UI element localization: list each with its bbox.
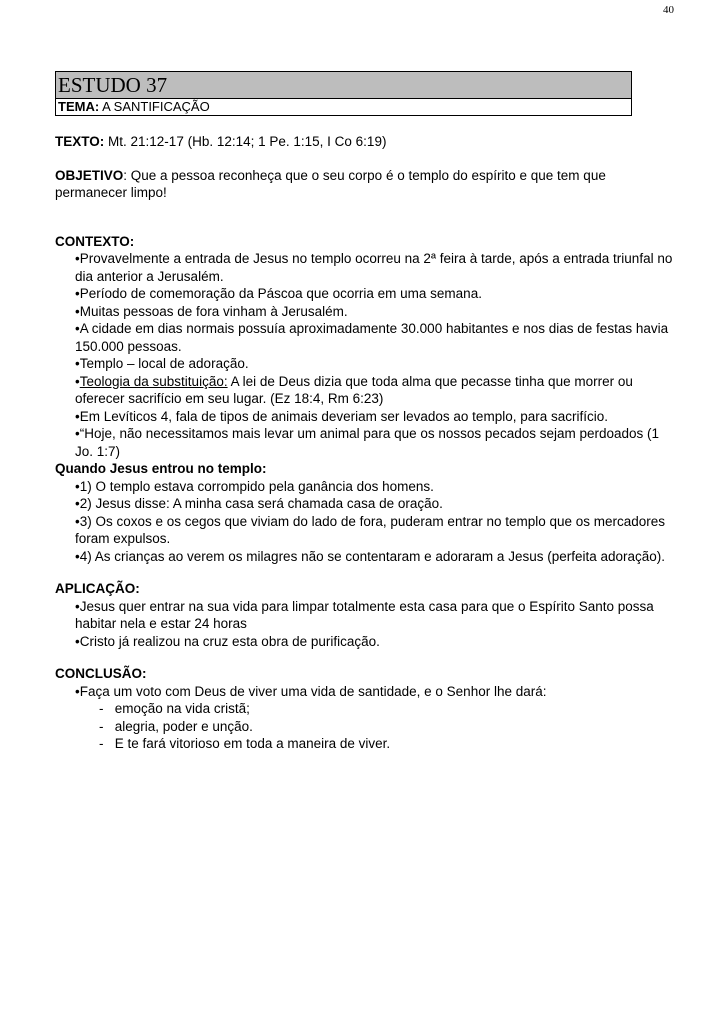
bullet-icon: •	[75, 426, 80, 441]
bullet-icon: •	[75, 548, 80, 564]
quando-heading: Quando Jesus entrou no templo:	[55, 461, 267, 476]
dash-icon: -	[99, 718, 104, 734]
bullet-icon: •	[75, 633, 80, 649]
list-item: •1) O templo estava corrompido pela ganância dos homens.	[75, 478, 434, 494]
bullet-icon: •	[75, 286, 80, 301]
list-item: •3) Os coxos e os cegos que viviam do lado de fora, puderam entrar no templo que os mercadores foram expulsos.	[75, 513, 666, 546]
bullet-icon: •	[75, 303, 80, 319]
bullet-icon: •	[75, 251, 80, 266]
bullet-icon: •	[75, 683, 80, 699]
aplicacao-heading: APLICAÇÃO:	[55, 581, 140, 596]
dash-icon: -	[99, 736, 104, 751]
bullet-icon: •	[75, 598, 80, 614]
list-item: •A cidade em dias normais possuía aproximadamente 30.000 habitantes e nos dias de festas havia 150.000 pessoas.	[75, 321, 669, 354]
dash-item: - E te fará vitorioso em toda a maneira de viver.	[99, 736, 391, 751]
list-item: •“Hoje, não necessitamos mais levar um animal para que os nossos pecados sejam perdoados (1 Jo. 1:7)	[75, 426, 660, 459]
page-number: 40	[663, 4, 674, 16]
list-item: •Período de comemoração da Páscoa que ocorria em uma semana.	[75, 286, 482, 301]
list-item: •Templo – local de adoração.	[75, 356, 249, 371]
objetivo-paragraph	[55, 167, 675, 202]
objetivo-label: OBJETIVO	[55, 167, 124, 183]
dash-icon: -	[99, 701, 104, 716]
study-header-box	[55, 71, 632, 116]
tema-label: TEMA:	[58, 99, 100, 114]
tema-value: A SANTIFICAÇÃO	[102, 99, 210, 114]
study-content	[55, 133, 675, 753]
contexto-heading: CONTEXTO:	[55, 233, 135, 249]
list-item: •Provavelmente a entrada de Jesus no templo ocorreu na 2ª feira à tarde, após a entrada triunfal no dia anterior a Jerusalém.	[75, 251, 673, 284]
dash-item: - alegria, poder e unção.	[99, 718, 253, 734]
study-title: ESTUDO 37	[56, 72, 631, 99]
list-item: •4) As crianças ao verem os milagres não se contentaram e adoraram a Jesus (perfeita adoração).	[75, 548, 666, 564]
bullet-icon: •	[75, 373, 80, 389]
tema-line	[56, 99, 631, 115]
bullet-icon: •	[75, 321, 80, 336]
list-item: •Em Levíticos 4, fala de tipos de animais deveriam ser levados ao templo, para sacrifício.	[75, 408, 608, 424]
list-item: •2) Jesus disse: A minha casa será chamada casa de oração.	[75, 496, 443, 511]
bullet-icon: •	[75, 356, 80, 371]
texto-line	[55, 133, 675, 151]
list-item: •Muitas pessoas de fora vinham à Jerusalém.	[75, 303, 348, 319]
objetivo-value: : Que a pessoa reconheça que o seu corpo é o templo do espírito e que tem que permanecer limpo!	[55, 167, 606, 200]
teologia-text: A lei de Deus dizia que toda alma que pecasse tinha que morrer ou oferecer sacrifício em seu lugar. (Ez 18:4, Rm 6:23)	[75, 373, 633, 406]
bullet-icon: •	[75, 478, 80, 494]
teologia-label: Teologia da substituição:	[79, 373, 228, 389]
conclusao-heading: CONCLUSÃO:	[55, 666, 147, 681]
bullet-icon: •	[75, 408, 80, 424]
bullet-icon: •	[75, 513, 80, 529]
list-item-teologia	[75, 373, 675, 408]
bullet-icon: •	[75, 496, 80, 511]
list-item: •Cristo já realizou na cruz esta obra de purificação.	[75, 633, 380, 649]
texto-value: Mt. 21:12-17 (Hb. 12:14; 1 Pe. 1:15, I Co 6:19)	[108, 134, 387, 149]
dash-item: - emoção na vida cristã;	[99, 701, 250, 716]
list-item: •Jesus quer entrar na sua vida para limpar totalmente esta casa para que o Espírito Santo possa habitar nela e estar 24 horas	[75, 598, 654, 631]
list-item: •Faça um voto com Deus de viver uma vida de santidade, e o Senhor lhe dará:	[75, 683, 547, 699]
texto-label: TEXTO:	[55, 134, 105, 149]
